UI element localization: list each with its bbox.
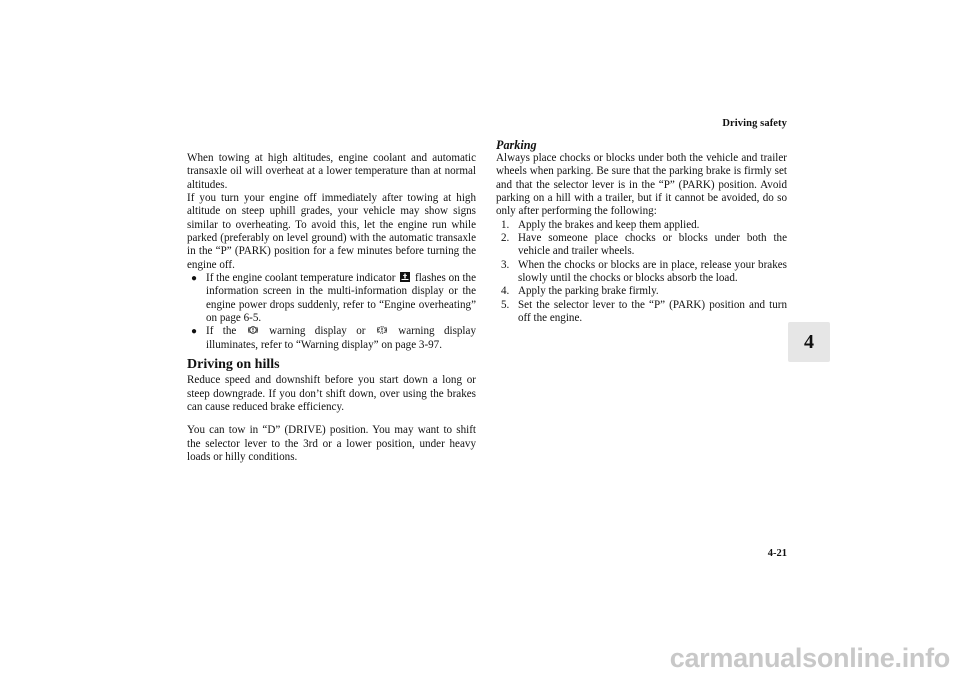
paragraph-altitude: When towing at high altitudes, engine coolant and automatic transaxle oil will overheat at a lower temperature than at normal altitudes.	[187, 152, 476, 191]
warning-display-outline-icon	[377, 325, 387, 335]
paragraph-overheat: If you turn your engine off immediately after towing at high altitude on steep uphill grades, your vehicle may show signs similar to overheating. To avoid this, let the engine run while parked (preferably on level ground) with the automatic transaxle in the “P” (PARK) position for a few minutes before turning the engine off.	[187, 192, 476, 271]
watermark: carmanualsonline.info	[669, 643, 950, 673]
page-number: 4-21	[767, 548, 787, 559]
warning-display-icon	[248, 325, 258, 335]
paragraph-downshift: Reduce speed and downshift before you start down a long or steep downgrade. If you don’t shift down, over using the brakes can cause reduced brake efficiency.	[187, 374, 476, 413]
chapter-tab: 4	[788, 322, 830, 362]
bullet-dot-icon: ●	[191, 273, 198, 285]
list-item: 1. Apply the brakes and keep them applied.	[501, 218, 700, 231]
coolant-temperature-icon	[400, 272, 410, 282]
left-column	[187, 152, 476, 464]
paragraph-tow-drive: You can tow in “D” (DRIVE) position. You may want to shift the selector lever to the 3rd or a lower position, under heavy loads or hilly conditions.	[187, 424, 476, 463]
section-heading-parking: Parking	[496, 138, 537, 152]
paragraph-parking-intro: Always place chocks or blocks under both the vehicle and trailer wheels when parking. Be sure that the parking brake is firmly set and that the selector lever is in the “P” (PARK) position. Avoid parking on a hill with a trailer, but if it cannot be avoided, do so only after performing the following:	[496, 152, 787, 218]
bullet-dot-icon: ●	[191, 326, 198, 338]
list-item: 3. When the chocks or blocks are in place, release your brakes slowly until the chocks or blocks absorb the load.	[501, 258, 787, 285]
bullet-warning: ● If the warning display or warning display illuminates, refer to “Warning display” on page 3-97.	[191, 325, 476, 351]
parking-steps-list	[496, 219, 787, 326]
page-header: Driving safety	[722, 118, 787, 129]
bullet-coolant: ● If the engine coolant temperature indicator flashes on the information screen in the multi-information display or the engine power drops suddenly, refer to “Engine overheating” on page 6-5.	[191, 272, 476, 325]
list-item: 4. Apply the parking brake firmly.	[501, 285, 659, 298]
section-heading-driving-on-hills: Driving on hills	[187, 357, 280, 373]
list-item: 2. Have someone place chocks or blocks under both the vehicle and trailer wheels.	[501, 232, 787, 258]
right-column	[496, 138, 787, 325]
list-item: 5. Set the selector lever to the “P” (PARK) position and turn off the engine.	[501, 298, 787, 325]
